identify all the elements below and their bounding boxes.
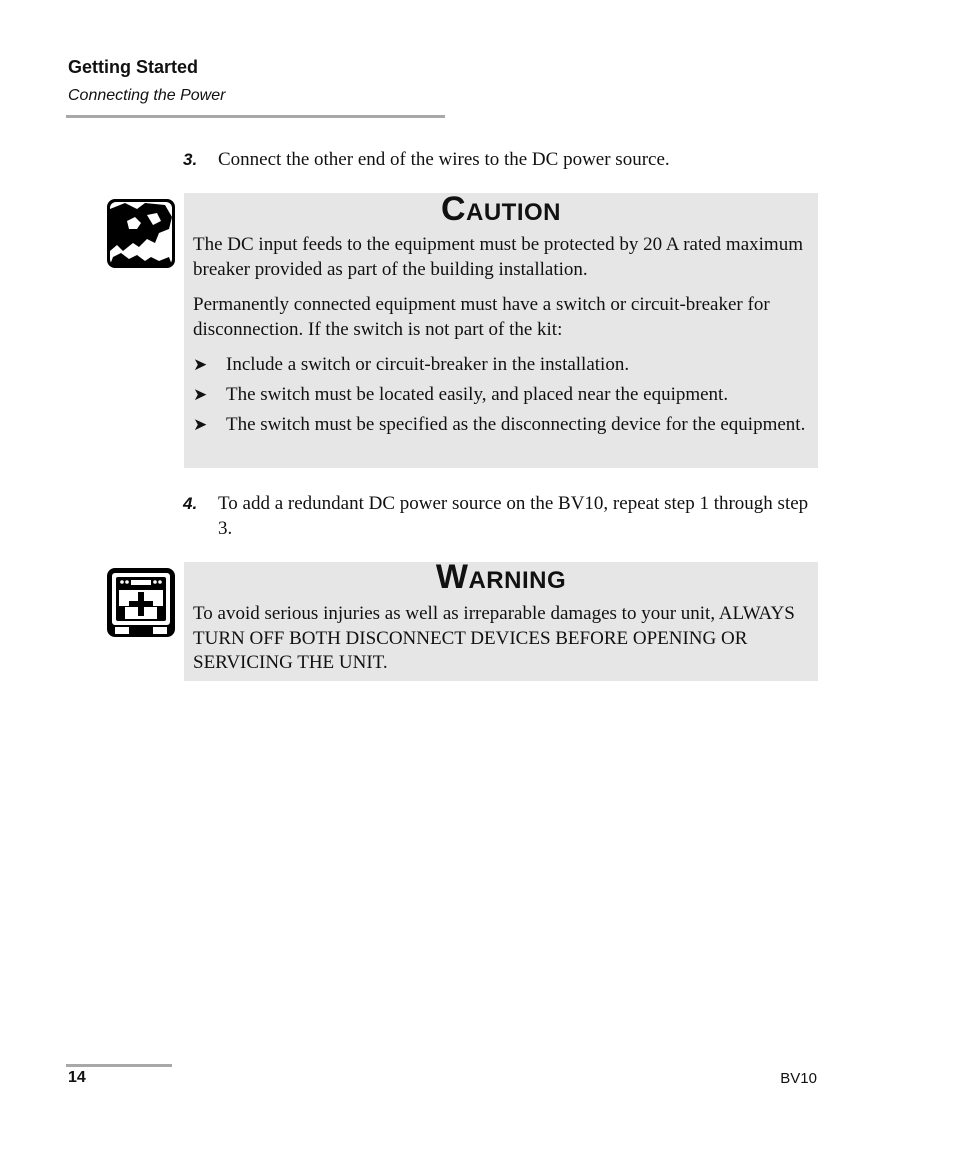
warning-ambulance-icon xyxy=(107,568,175,637)
caution-box xyxy=(184,190,818,468)
list-item-text: Include a switch or circuit-breaker in the installation. xyxy=(226,354,630,375)
warning-title: Warning xyxy=(435,558,567,596)
document-name: BV10 xyxy=(780,1070,817,1087)
running-header-chapter: Getting Started xyxy=(68,57,199,77)
step-text: To add a redundant DC power source on the BV10, repeat step 1 through step 3. xyxy=(218,493,809,539)
warning-box xyxy=(184,558,818,681)
running-header-section: Connecting the Power xyxy=(68,87,226,104)
list-item xyxy=(193,383,809,406)
footer-rule xyxy=(66,1064,172,1067)
arrow-bullet-icon: ➤ xyxy=(193,355,208,374)
caution-paragraph: The DC input feeds to the equipment must be protected by 20 A rated maximum breaker provided as part of the building installation. xyxy=(193,234,803,280)
caution-title: Caution xyxy=(440,190,562,228)
step-number: 4. xyxy=(183,494,198,513)
step-number: 3. xyxy=(183,150,198,169)
arrow-bullet-icon: ➤ xyxy=(193,415,208,434)
warning-text: To avoid serious injuries as well as irreparable damages to your unit, ALWAYS TURN OFF BOTH DISCONNECT DEVICES BEFORE OPENING OR SERVICING THE UNIT. xyxy=(193,603,795,673)
caution-bullet-list xyxy=(193,353,809,443)
header-rule xyxy=(66,115,445,118)
list-item xyxy=(193,413,809,436)
caution-hand-icon xyxy=(107,199,175,268)
step-text: Connect the other end of the wires to the DC power source. xyxy=(218,149,670,170)
caution-paragraph: Permanently connected equipment must have a switch or circuit-breaker for disconnection. If the switch is not part of the kit: xyxy=(193,294,770,340)
list-item-text: The switch must be specified as the disconnecting device for the equipment. xyxy=(226,414,806,435)
arrow-bullet-icon: ➤ xyxy=(193,385,208,404)
list-item xyxy=(193,353,809,376)
page-number: 14 xyxy=(68,1069,86,1086)
list-item-text: The switch must be located easily, and placed near the equipment. xyxy=(226,384,729,405)
